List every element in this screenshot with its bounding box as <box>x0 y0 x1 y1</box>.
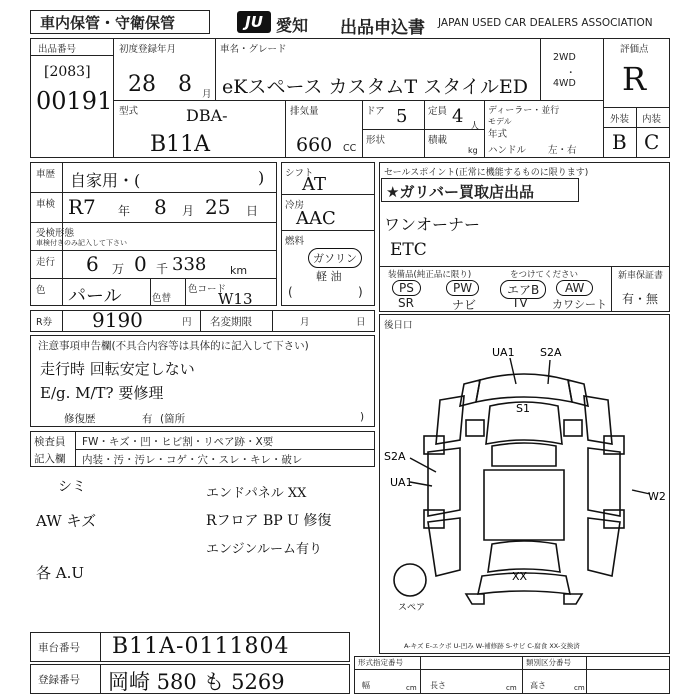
fuel-gasoline: ガソリン <box>308 248 362 268</box>
sales-point-label: セールスポイント(正常に機能するものに限ります) <box>384 168 589 178</box>
inspection-day-unit: 日 <box>246 204 259 218</box>
ju-logo <box>236 10 272 34</box>
association-name: JAPAN USED CAR DEALERS ASSOCIATION <box>438 17 653 29</box>
sales-banner: ★ガリバー買取店出品 <box>386 183 534 201</box>
repair-history-value: 有 <box>142 413 153 425</box>
registration-month: 8 <box>178 72 192 97</box>
drive-2wd: 2WD <box>553 52 576 63</box>
history-value: 自家用・( <box>70 171 141 190</box>
length-unit: cm <box>506 684 517 692</box>
mark-s2a-top <box>548 360 550 384</box>
equip-aw: AW <box>556 280 593 296</box>
diagram-spare: スペア <box>398 603 426 613</box>
shift-value: AT <box>302 174 327 195</box>
class-number-label: 類別区分番号 <box>526 658 571 667</box>
inspector-row1: FW・キズ・凹・ヒビ割・リペア跡・X要 <box>82 436 274 448</box>
ju-logo-text: JU <box>245 13 263 31</box>
sales-point-line2: ETC <box>390 240 427 260</box>
car-outline <box>394 374 624 604</box>
drive-4wd: 4WD <box>553 78 576 89</box>
aircon-label: 冷房 <box>285 200 305 211</box>
diagram-ua1-left: UA1 <box>390 476 413 489</box>
mileage-label: 走行 <box>36 257 56 268</box>
shift-label: シフト <box>285 168 314 179</box>
inspector-comment-1: シミ <box>58 479 86 495</box>
car-name-value: eKスペース カスタムT スタイルED <box>222 76 528 98</box>
history-label: 車歴 <box>36 169 56 180</box>
mileage-man-unit: 万 <box>112 262 125 276</box>
displacement-unit: CC <box>343 143 357 154</box>
inspector-row2: 内装・汚・汚レ・コゲ・穴・スレ・キレ・破レ <box>82 454 303 466</box>
repair-history-label: 修復歴 <box>64 413 96 425</box>
chassis-value: B11A-0111804 <box>112 634 290 659</box>
fuel-paren-left: ( <box>288 285 293 299</box>
lot-number-label: 出品番号 <box>38 44 77 55</box>
width-unit: cm <box>406 684 417 692</box>
diagram-ua1-top: UA1 <box>492 346 515 359</box>
color-label: 色 <box>36 285 46 296</box>
inspection-day: 25 <box>205 195 231 219</box>
doors-value: 5 <box>396 106 408 127</box>
diagram-s1: S1 <box>516 402 530 415</box>
inspection-year-unit: 年 <box>118 204 131 218</box>
notes-label: 注意事項申告欄(不具合内容等は具体的に記入して下さい) <box>38 340 309 352</box>
equipment-hint: をつけてください <box>510 270 579 280</box>
aircon-value: AAC <box>296 208 336 229</box>
capacity-unit: 人 <box>470 121 480 132</box>
interior-value: C <box>644 130 660 154</box>
equip-navi: ナビ <box>452 298 477 312</box>
notes-line1: 走行時 回転安定しない <box>40 360 195 378</box>
first-registration-label: 初度登録年月 <box>119 44 177 55</box>
car-diagram <box>380 340 668 630</box>
equipment-label: 装備品(純正品に限り) <box>388 270 472 280</box>
new-car-warranty-options: 有・無 <box>622 292 659 306</box>
fuel-diesel: 軽 油 <box>316 270 342 283</box>
ticket-value: 9190 <box>92 308 143 332</box>
sales-point-line1: ワンオーナー <box>384 215 481 234</box>
mileage-tail: 338 <box>172 254 207 275</box>
model2-label: モデル <box>488 117 512 126</box>
chassis-label: 車台番号 <box>38 642 80 654</box>
model-value: B11A <box>150 132 211 157</box>
registration-label: 登録番号 <box>38 674 80 686</box>
name-change-label: 名変期限 <box>210 316 252 328</box>
height-label: 高さ <box>530 681 546 690</box>
car-name-label: 車名・グレード <box>220 44 287 55</box>
mileage-rest: 0 <box>134 252 147 276</box>
diagram-legend: A-キズ E-エクボ U-凹み W-補修跡 S-サビ C-腐食 XX-交換済 <box>404 642 580 650</box>
ticket-label: R券 <box>36 317 53 328</box>
capacity-label: 定員 <box>428 106 448 117</box>
drive-separator: ・ <box>566 68 576 79</box>
equip-ps: PS <box>392 280 421 296</box>
displacement-value: 660 <box>296 134 333 156</box>
color-code-value: W13 <box>218 290 253 308</box>
equip-sr: SR <box>398 296 414 310</box>
spec-number-label: 形式指定番号 <box>358 658 403 667</box>
inspection-month: 8 <box>154 195 167 219</box>
model-label: 型式 <box>119 106 139 117</box>
doors-label: ドア <box>366 106 385 117</box>
equip-airb: エアB <box>500 280 546 299</box>
diagram-s2a-left: S2A <box>384 450 406 463</box>
inspector-comment-3: AW キズ <box>36 512 97 530</box>
lot-subnumber: [2083] <box>44 64 91 80</box>
receive-form-label: 受検形態 <box>36 228 75 239</box>
inspection-label: 車検 <box>36 199 56 210</box>
after-date-label: 後日口 <box>384 320 413 331</box>
grade-label: 評価点 <box>620 44 649 55</box>
inspector-comment-4: Rフロア BP U 修復 <box>206 513 332 529</box>
inspection-era: R7 <box>68 195 96 219</box>
month-unit: 月 <box>202 89 212 100</box>
inspector-comment-6: 各 A.U <box>36 564 85 582</box>
equip-tv: TV <box>512 296 528 310</box>
receive-form-hint: 車検付きのみ記入して下さい <box>36 239 127 247</box>
equip-pw: PW <box>446 280 479 296</box>
damage-marks <box>410 358 650 494</box>
handle-options: 左・右 <box>548 145 577 156</box>
ticket-frame <box>30 310 375 332</box>
dealer-label: ディーラー・並行 <box>488 106 560 116</box>
grade-value: R <box>622 60 647 98</box>
color-code-label: 色コード <box>188 284 227 295</box>
diagram-s2a-top: S2A <box>540 346 562 359</box>
history-close: ) <box>258 168 265 187</box>
equip-seat: カワシート <box>552 298 607 311</box>
notes-line2: E/g. M/T? 要修理 <box>40 384 164 402</box>
mileage-man: 6 <box>86 252 99 276</box>
name-change-month: 月 <box>300 317 310 328</box>
fuel-label: 燃料 <box>285 236 305 247</box>
inspector-comment-5: エンジンルーム有り <box>206 542 323 557</box>
inspection-month-unit: 月 <box>182 204 195 218</box>
mark-s2a-left <box>410 458 436 472</box>
capacity-value: 4 <box>452 106 464 127</box>
exterior-label: 外装 <box>610 114 630 125</box>
registration-value: 岡崎 580 も 5269 <box>108 670 285 694</box>
inspector-comment-2: エンドパネル XX <box>206 486 307 501</box>
color-value: パール <box>68 286 122 307</box>
inspector-label: 検査員 <box>34 436 66 448</box>
lot-number: 00191 <box>36 87 113 115</box>
mileage-thousand-unit: 千 <box>156 262 169 276</box>
repair-close: ) <box>360 411 365 423</box>
diagram-w2: W2 <box>648 490 666 503</box>
width-label: 幅 <box>362 681 370 690</box>
height-unit: cm <box>574 684 585 692</box>
ticket-unit: 円 <box>182 317 192 328</box>
region-name: 愛知 <box>276 16 309 35</box>
displacement-label: 排気量 <box>290 106 319 117</box>
exterior-value: B <box>612 130 627 154</box>
year-model-label: 年式 <box>488 129 508 140</box>
diagram-xx: XX <box>512 570 528 583</box>
storage-tag: 車内保管・守衛保管 <box>40 14 176 32</box>
registration-year: 28 <box>128 72 156 97</box>
interior-label: 内装 <box>642 114 662 125</box>
fuel-paren-right: ) <box>358 285 363 299</box>
model-prefix: DBA- <box>186 106 228 125</box>
length-label: 長さ <box>430 681 446 690</box>
load-label: 積載 <box>428 135 448 146</box>
shape-label: 形状 <box>366 135 386 146</box>
mark-ua1-top <box>510 358 516 384</box>
name-change-day: 日 <box>356 317 366 328</box>
mileage-unit: km <box>230 264 248 277</box>
form-title: 出品申込書 <box>340 18 425 38</box>
new-car-warranty-label: 新車保証書 <box>618 271 664 281</box>
repair-location: (箇所 <box>160 413 186 425</box>
handle-label: ハンドル <box>488 145 527 156</box>
color-change-label: 色替 <box>152 293 172 304</box>
load-unit: kg <box>468 146 478 155</box>
inspector-label2: 記入欄 <box>34 453 66 465</box>
